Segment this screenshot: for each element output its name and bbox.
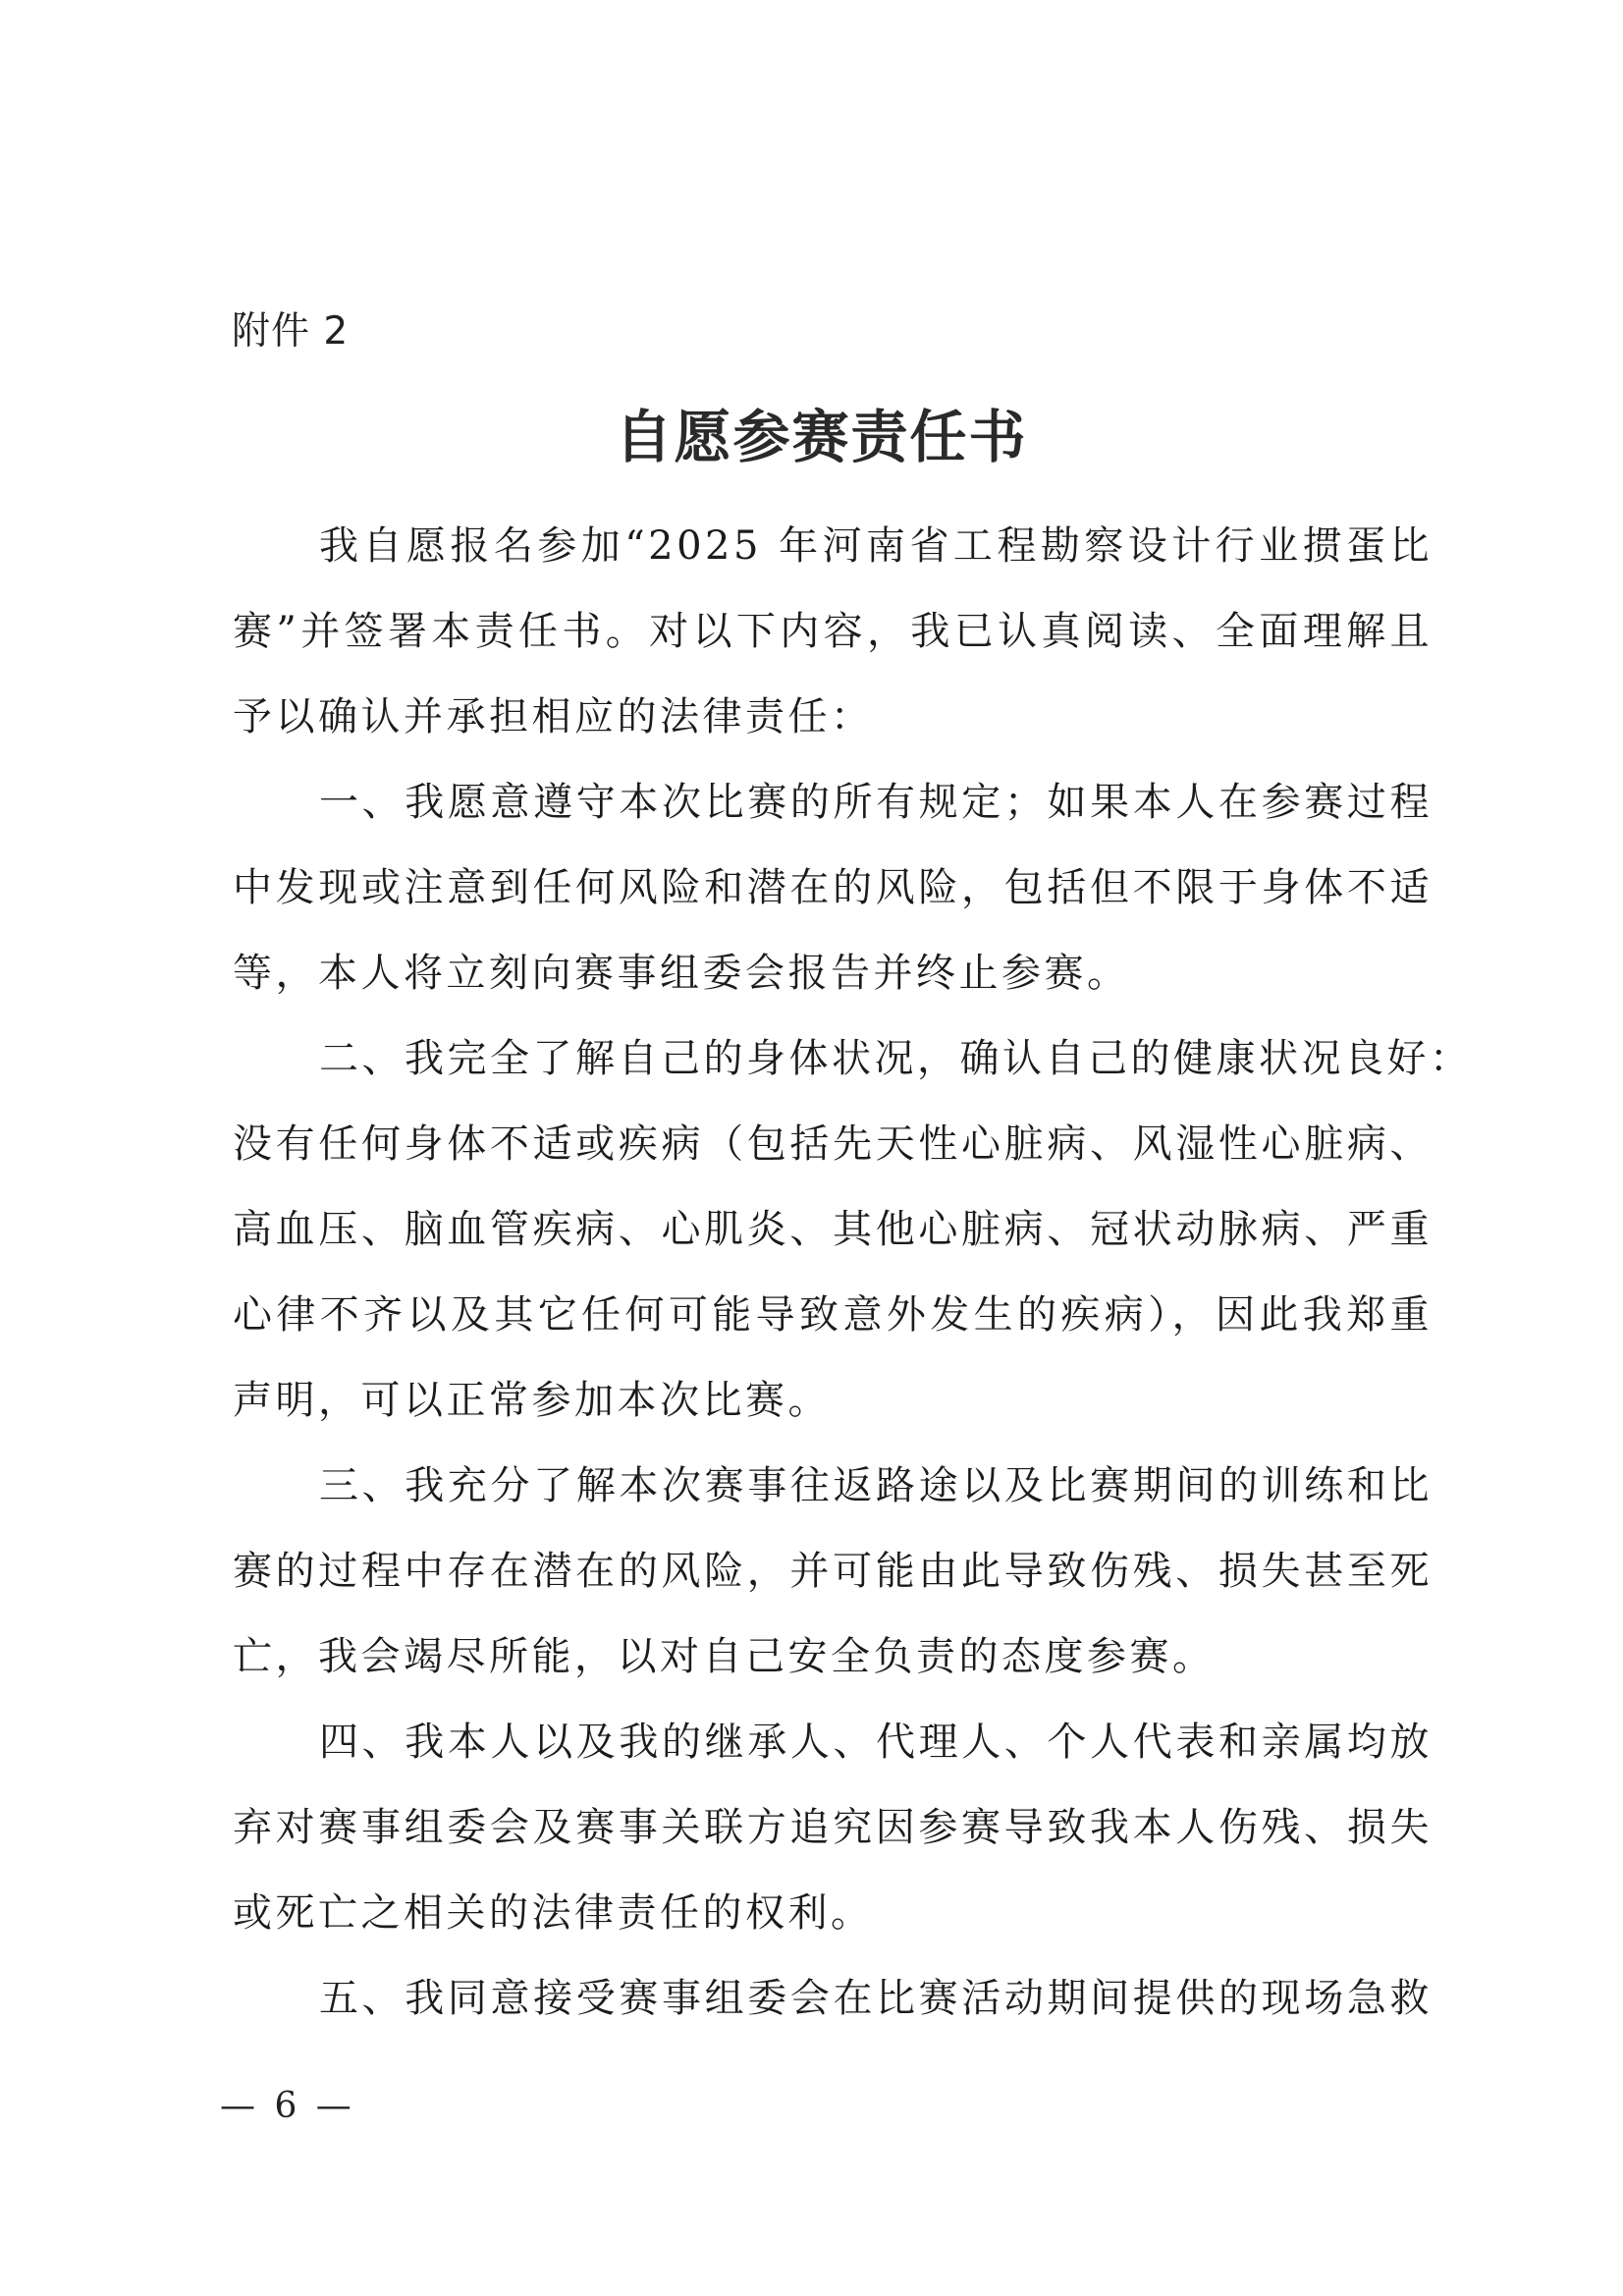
page-number: — 6 — [220,2086,355,2126]
clause-5-line-1: 五、我同意接受赛事组委会在比赛活动期间提供的现场急救 [319,1976,1433,2021]
clause-4-line-2: 弃对赛事组委会及赛事关联方追究因参赛导致我本人伤残、损失 [233,1805,1433,1850]
attachment-label: 附件 2 [232,309,350,354]
paragraph-intro-line-2: 赛”并签署本责任书。对以下内容，我已认真阅读、全面理解且 [233,609,1433,654]
clause-3-line-1: 三、我充分了解本次赛事往返路途以及比赛期间的训练和比 [319,1463,1433,1508]
clause-1-line-1: 一、我愿意遵守本次比赛的所有规定；如果本人在参赛过程 [319,780,1433,825]
clause-2-line-1: 二、我完全了解自己的身体状况，确认自己的健康状况良好： [319,1036,1473,1081]
clause-2-line-5: 声明，可以正常参加本次比赛。 [233,1378,831,1423]
clause-4-line-3: 或死亡之相关的法律责任的权利。 [233,1890,874,1936]
paragraph-intro-line-1: 我自愿报名参加“2025 年河南省工程勘察设计行业掼蛋比 [319,523,1433,569]
clause-4-line-1: 四、我本人以及我的继承人、代理人、个人代表和亲属均放 [319,1720,1433,1765]
clause-1-line-2: 中发现或注意到任何风险和潜在的风险，包括但不限于身体不适 [233,865,1433,910]
document-title [0,403,1623,471]
paragraph-intro-line-3: 予以确认并承担相应的法律责任： [233,694,874,739]
clause-2-line-3: 高血压、脑血管疾病、心肌炎、其他心脏病、冠状动脉病、严重 [233,1207,1433,1252]
clause-3-line-3: 亡，我会竭尽所能，以对自己安全负责的态度参赛。 [233,1634,1216,1679]
clause-2-line-4: 心律不齐以及其它任何可能导致意外发生的疾病），因此我郑重 [233,1292,1433,1338]
clause-1-line-3: 等，本人将立刻向赛事组委会报告并终止参赛。 [233,951,1130,996]
clause-2-line-2: 没有任何身体不适或疾病（包括先天性心脏病、风湿性心脏病、 [233,1121,1433,1167]
document-title-text: 自愿参赛责任书 [615,404,1028,470]
clause-3-line-2: 赛的过程中存在潜在的风险，并可能由此导致伤残、损失甚至死 [233,1549,1433,1594]
